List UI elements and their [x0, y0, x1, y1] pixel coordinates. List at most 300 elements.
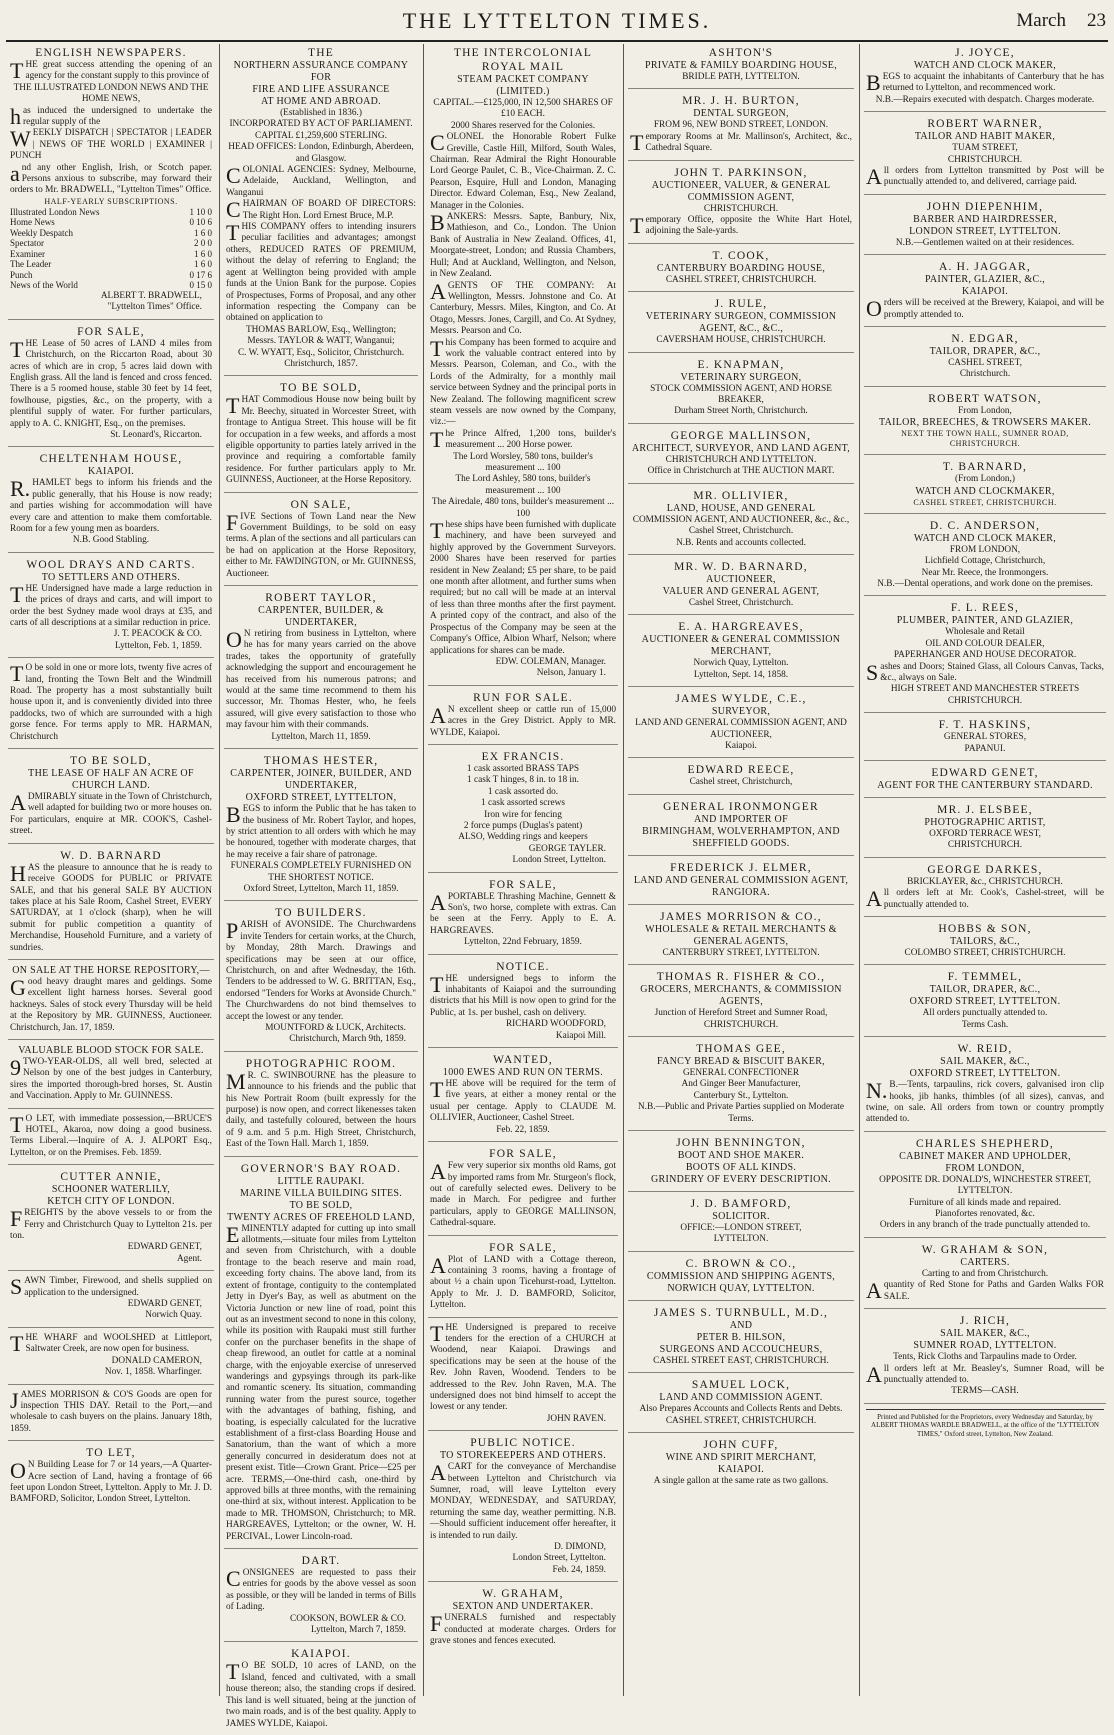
- advertisement: [628, 558, 854, 615]
- ad-signature: London Street, Lyttelton.: [512, 855, 606, 866]
- price-row: [10, 280, 212, 291]
- ad-text: PAPERHANGER AND HOUSE DECORATOR.: [893, 650, 1077, 661]
- advertisement: [864, 44, 1106, 112]
- ad-text: R.HAMLET begs to inform his friends and the public generally, that his House is now ready; and parties wishing for accommodation will have every care and attention to make them comfortable. Room for a few young men as boarders.: [10, 476, 212, 534]
- ad-heading: SURGEONS AND ACCOUCHEURS,: [659, 1343, 823, 1355]
- price-amount: 1 10 0: [189, 206, 212, 217]
- ad-text: All orders from Lyttelton transmitted by Post will be punctually attended to, and delivered, carriage paid.: [866, 164, 1104, 190]
- ad-text: N.B.—Tents, tarpaulins, rick covers, galvanised iron clip hooks, jib hanks, thimbles (of all sizes), canvas, and twine, on sale. All orders from town or country promptly attended to.: [866, 1078, 1104, 1125]
- ad-text: 1 cask assorted screws: [481, 798, 565, 809]
- ad-heading: JOHN DIEPENHIM,: [926, 200, 1044, 213]
- ad-text: GENERAL STORES,: [943, 732, 1027, 743]
- price-row: [10, 249, 212, 260]
- ad-heading: SUMNER ROAD, LYTTELTON.: [913, 1340, 1057, 1352]
- ad-heading: LAND AND GENERAL COMMISSION AGENT,: [633, 874, 849, 886]
- ad-heading: J. RULE,: [714, 298, 768, 311]
- ad-heading: C. BROWN & CO.,: [685, 1257, 797, 1270]
- issue-date: March: [1016, 10, 1066, 31]
- ad-text: Sashes and Doors; Stained Glass, all Colours Canvas, Tacks, &c., always on Sale.: [866, 659, 1104, 685]
- ad-text: BRIDLE PATH, LYTTELTON.: [682, 72, 800, 82]
- advertisement: [224, 379, 418, 492]
- ad-signature: London Street, Lyttelton.: [512, 1553, 606, 1564]
- price-row: [10, 228, 212, 239]
- ad-text: THE Undersigned have made a large reduction in the prices of drays and carts, and will import to order the best Sydney made wool drays at £35, and carts of all descriptions at a similar reduction in price.: [10, 581, 212, 628]
- advertisement: [8, 44, 214, 320]
- ad-heading: BOOT AND SHOE MAKER.: [677, 1150, 805, 1161]
- advertisement: [864, 115, 1106, 195]
- ad-text: ON Building Lease for 7 or 14 years,—A Quarter-Acre section of Land, having a frontage of 66 feet upon London Street, Lyttelton. Apply to Mr. J. D. BAMFORD, Solicitor, London Street, Lyttelton.: [10, 1458, 212, 1505]
- advertisement: [224, 752, 418, 901]
- ad-heading: FOR SALE,: [489, 878, 557, 891]
- advertisement: [864, 716, 1106, 761]
- ad-text: Orders will be received at the Brewery, Kaiapoi, and will be promptly attended to.: [866, 296, 1104, 322]
- ad-heading: CHELTENHAM HOUSE,: [39, 453, 183, 466]
- ad-text: All orders left at Mr. Beasley's, Sumner Road, will be punctually attended to.: [866, 1361, 1104, 1387]
- ad-text: CASHEL STREET, CHRISTCHURCH.: [665, 274, 817, 285]
- ad-text: SAWN Timber, Firewood, and shells supplied on application to the undersigned.: [10, 1274, 212, 1300]
- price-row: [10, 270, 212, 281]
- ad-heading: JOHN CUFF,: [703, 1439, 779, 1452]
- advertisement: [224, 1645, 418, 1734]
- advertisement: [8, 1274, 214, 1328]
- ad-heading: PETER B. HILSON,: [696, 1331, 786, 1343]
- price-item: Illustrated London News: [10, 206, 100, 217]
- ad-heading: MR. J. H. BURTON,: [682, 95, 800, 108]
- ad-text: And Ginger Beer Manufacturer,: [681, 1079, 801, 1090]
- ad-heading: THE INTERCOLONIAL ROYAL MAIL: [453, 47, 593, 73]
- ad-text: THE WHARF and WOOLSHED at Littleport, Saltwater Creek, are now open for business.: [10, 1330, 212, 1356]
- ad-heading: TAILORS, &C.,: [950, 936, 1020, 947]
- ad-text: STOCK COMMISSION AGENT, AND HORSE BREAKER,: [650, 383, 832, 406]
- ad-heading: ASHTON'S: [708, 47, 774, 59]
- masthead: [0, 0, 1114, 38]
- advertisement: [864, 801, 1106, 858]
- ad-heading: PAINTER, GLAZIER, &C.,: [924, 274, 1046, 286]
- ad-text: A single gallon at the same rate as two gallons.: [653, 1476, 829, 1487]
- price-row: [10, 259, 212, 270]
- ad-text: CHRISTCHURCH.: [703, 1019, 779, 1030]
- advertisement: [628, 247, 854, 292]
- ad-heading: AGENT FOR THE CANTERBURY STANDARD.: [877, 779, 1093, 791]
- ad-heading: CABINET MAKER AND UPHOLDER,: [899, 1150, 1071, 1162]
- ad-text: Orders in any branch of the trade punctually attended to.: [879, 1220, 1091, 1231]
- ad-heading: VALUABLE BLOOD STOCK FOR SALE.: [18, 1044, 204, 1056]
- ad-signature: "Lyttelton Times" Office.: [107, 302, 202, 313]
- ad-text: THE above will be required for the term of five years, at either a money rental or the usual per centage. Apply to CLAUDE M. OLLIVIER, Auctioneer, Cashel Street.: [430, 1077, 616, 1124]
- ad-signature: ALBERT T. BRADWELL,: [100, 290, 202, 301]
- ad-heading: SEXTON AND UNDERTAKER.: [452, 1601, 594, 1613]
- ad-signature: Agent.: [176, 1253, 202, 1264]
- ad-text: All orders left at Mr. Cook's, Cashel-street, will be punctually attended to.: [866, 886, 1104, 912]
- advertisement: [8, 1168, 214, 1271]
- ad-text: LYTTELTON.: [957, 1186, 1013, 1197]
- price-amount: 1 6 0: [194, 259, 212, 270]
- ad-text: This Company has been formed to acquire and work the valuable contract entered into by Messrs. Pearson, Coleman, and Co., with the Lords of the Admiralty, for a monthly mail service between Sydney and the principal ports in New Zealand. The following magnificent screw steam vessels are now owned by the Company, viz.:—: [430, 335, 616, 428]
- ad-heading: GROCERS, MERCHANTS, & COMMISSION AGENTS,: [640, 984, 842, 1008]
- ad-text: TO LET, with immediate possession,—BRUCE'S HOTEL, Akaroa, now doing a good business. Terms Liberal.—Inquire of A. J. ALPORT Esq., Lyttelton, or on the Premises. Feb. 1859.: [10, 1111, 212, 1158]
- ad-heading: EX FRANCIS.: [481, 750, 565, 763]
- ad-heading: ARCHITECT, SURVEYOR, AND LAND AGENT,: [631, 442, 851, 454]
- column-divider: [859, 44, 860, 1696]
- ad-signature: GEORGE TAYLER.: [528, 843, 606, 854]
- advertisement: [864, 517, 1106, 597]
- ad-heading: VALUER AND GENERAL AGENT,: [662, 585, 820, 597]
- ad-heading: SAIL MAKER, &C.,: [940, 1056, 1030, 1068]
- advertisement: [628, 295, 854, 352]
- ad-text: Aquantity of Red Stone for Paths and Garden Walks FOR SALE.: [866, 1278, 1104, 1304]
- ad-heading: ON SALE AT THE HORSE REPOSITORY,—: [12, 964, 210, 976]
- ad-text: 1 cask assorted BRASS TAPS: [466, 763, 580, 774]
- ad-text: ADMIRABLY situate in the Town of Christchurch, well adapted for building two or more houses on. For particulars, enquire at MR. COOK'S, Cashel-street.: [10, 790, 212, 837]
- ad-text: Cashel Street, Christchurch.: [688, 597, 794, 608]
- ad-heading: WANTED,: [493, 1054, 553, 1067]
- ad-text: Good heavy draught mares and geldings. Some excellent light harness horses. Several good hackneys. Sales of stock every Thursday will be held at the Repository by MR. GUINNESS, Auctioneer. Christchurch, Jan. 17, 1859.: [10, 974, 212, 1033]
- advertisement: [864, 599, 1106, 713]
- ad-text: N.B. Rents and accounts collected.: [676, 537, 806, 548]
- ad-signature: COOKSON, BOWLER & CO.: [290, 1613, 406, 1624]
- ad-text: COLOMBO STREET, CHRISTCHURCH.: [904, 948, 1066, 958]
- ad-text: From London,: [958, 405, 1012, 416]
- ad-text: CAVERSHAM HOUSE, CHRISTCHURCH.: [656, 335, 826, 346]
- ad-text: LAND AND GENERAL COMMISSION AGENT, AND AUCTIONEER,: [635, 718, 847, 740]
- advertisement: [428, 748, 618, 873]
- ad-heading: AND IMPORTER OF: [694, 813, 788, 825]
- ad-heading: MR. J. ELSBEE,: [937, 803, 1033, 816]
- ad-text: PARISH of AVONSIDE. The Churchwardens invite Tenders for certain works, at the Church, by Monday, 28th March. Drawings and specifications may be seen at our office, Christchurch, on and after Wednesday, the 16th. Tenders to be addressed to W. G. BRITTAN, Esq., endorsed "Tenders for Works at Avonside Church." The Churchwardens do not bind themselves to accept the lowest or any tender.: [226, 918, 416, 1022]
- advertisement: [428, 876, 618, 955]
- price-amount: 1 6 0: [194, 227, 212, 238]
- ad-heading: F. TEMMEL,: [947, 971, 1023, 984]
- ad-heading: TAILOR, DRAPER, &C.,: [929, 346, 1041, 358]
- advertisement: [428, 1051, 618, 1142]
- ad-heading: WHOLESALE & RETAIL MERCHANTS & GENERAL AGENTS,: [645, 923, 837, 947]
- ad-text: Furniture of all kinds made and repaired.: [908, 1197, 1062, 1208]
- ad-heading: WOOL DRAYS AND CARTS.: [26, 558, 196, 571]
- ad-heading: KAIAPOI.: [87, 466, 134, 478]
- ad-heading: KAIAPOI.: [717, 1464, 764, 1476]
- ad-heading: JOHN BENNINGTON,: [676, 1137, 806, 1149]
- ad-heading: T. BARNARD,: [942, 461, 1028, 474]
- price-item: Spectator: [10, 238, 44, 249]
- ad-text: THE Undersigned is prepared to receive tenders for the erection of a CHURCH at Woodend, near Kaiapoi. Drawings and specifications may be seen at the house of the Rev. John Raven, Woodend. Tenders to be addressed to the Rev. John Raven, M.A. The undersigned does not bind himself to accept the lowest or any tender.: [430, 1320, 616, 1413]
- ad-heading: D. C. ANDERSON,: [929, 519, 1041, 532]
- ad-signature: EDWARD GENET,: [127, 1242, 202, 1253]
- ad-text: CANTERBURY STREET, LYTTELTON.: [662, 947, 820, 958]
- ad-text: THE undersigned begs to inform the inhabitants of Kaiapoi and the surrounding districts that his Mill is now open to grind for the Public, at 1s. per bushel, cash on delivery.: [430, 971, 616, 1018]
- ad-signature: Kaiapoi Mill.: [555, 1030, 606, 1041]
- ad-text: APlot of LAND with a Cottage thereon, containing 3 rooms, having a frontage of about ½ a chain upon Ticehurst-road, Lyttelton. Apply to Mr. J. D. BAMFORD, Solicitor, Lyttelton.: [430, 1252, 616, 1311]
- advertisement: [8, 323, 214, 448]
- ad-text: N.B. Good Stabling.: [72, 535, 150, 546]
- advertisement: [628, 761, 854, 794]
- ad-heading: KETCH CITY OF LONDON.: [47, 1196, 175, 1208]
- ad-heading: CANTERBURY BOARDING HOUSE,: [656, 262, 826, 274]
- ad-text: TUAM STREET,: [952, 143, 1018, 154]
- advertisement: [628, 618, 854, 687]
- ad-text: CHRISTCHURCH.: [947, 840, 1023, 851]
- ad-signature: St. Leonard's, Riccarton.: [110, 429, 202, 440]
- ad-text: WEEKLY DISPATCH | SPECTATOR | LEADER | NEWS OF THE WORLD | EXAMINER | PUNCH: [10, 126, 212, 162]
- advertisement: [628, 968, 854, 1037]
- ad-heading: SURVEYOR,: [711, 706, 771, 718]
- ad-text: (From London,): [955, 474, 1015, 485]
- newspaper-title: THE LYTTELTON TIMES.: [402, 8, 712, 33]
- price-amount: 1 6 0: [194, 248, 212, 259]
- price-row: [10, 238, 212, 249]
- ad-heading: CUTTER ANNIE,: [60, 1171, 162, 1184]
- ad-heading: W. REID,: [957, 1043, 1013, 1056]
- column-2: [224, 44, 418, 1729]
- ad-heading: 1000 EWES AND RUN ON TERMS.: [442, 1067, 604, 1079]
- advertisement: [864, 764, 1106, 798]
- advertisement: [864, 968, 1106, 1037]
- ad-heading: W. GRAHAM & SON,: [921, 1243, 1049, 1256]
- ad-heading: AT HOME AND ABROAD.: [261, 96, 381, 107]
- ad-text: JAMES MORRISON & CO'S Goods are open for inspection THIS DAY. Retail to the Port,—and wholesale to cash buyers on the plains. January 18th, 1859.: [10, 1387, 212, 1434]
- ad-heading: LAND AND COMMISSION AGENT.: [659, 1392, 823, 1404]
- ad-text: Pianofortes renovated, &c.: [935, 1209, 1035, 1220]
- ad-heading: WINE AND SPIRIT MERCHANT,: [665, 1452, 817, 1464]
- ad-heading: GEORGE MALLINSON,: [670, 429, 812, 442]
- ad-text: LYTTELTON.: [713, 1234, 769, 1245]
- ad-text: Canterbury St., Lyttelton.: [693, 1090, 789, 1101]
- advertisement: [224, 1055, 418, 1157]
- ad-text: 9TWO-YEAR-OLDS, all well bred, selected at Nelson by one of the best judges in Canterbury, sires the imported thorough-bred horses, St. Austin and Vaccination. Apply to Mr. GUINNESS.: [10, 1054, 212, 1102]
- ad-heading: AND: [729, 1319, 753, 1331]
- ad-heading: F. L. REES,: [950, 602, 1020, 615]
- ad-signature: Nelson, January 1.: [536, 668, 606, 679]
- advertisement: [8, 1331, 214, 1385]
- ad-signature: EDW. COLEMAN, Manager.: [495, 656, 606, 667]
- advertisement: [628, 1436, 854, 1492]
- column-1: [8, 44, 214, 1696]
- ad-heading: DART.: [301, 1555, 341, 1568]
- ad-text: 1 cask assorted do.: [487, 786, 559, 797]
- ad-heading: ROBERT WARNER,: [927, 118, 1043, 131]
- ad-signature: J. T. PEACOCK & CO.: [113, 629, 202, 640]
- column-4: [628, 44, 854, 1696]
- ad-text: ON retiring from business in Lyttelton, where he has for many years carried on the above trades, takes the opportunity of gratefully acknowledging the support and encouragement he has received from his numerous patrons; and would at the same time recommend to them his successor, Mr. Thomas Hester, who, he feels assured, will give every satisfaction to those who may favour him with their commands.: [226, 627, 416, 731]
- ad-heading: FREDERICK J. ELMER,: [670, 861, 812, 874]
- advertisement: [628, 356, 854, 424]
- ad-heading: J. RICH,: [959, 1315, 1011, 1328]
- printer-imprint: Printed and Published for the Proprietors, every Wednesday and Saturday, by ALBERT THOMAS WARDLE BRADWELL, at the office of the "LYTTELTON TIMES," Oxford street, Lyttelton, New Zealand.: [866, 1409, 1104, 1439]
- ad-text: Junction of Hereford Street and Sumner Road,: [654, 1008, 828, 1019]
- ad-heading: SOLICITOR.: [712, 1211, 770, 1222]
- ad-heading: F. T. HASKINS,: [938, 719, 1032, 732]
- ad-text: AGENTS OF THE COMPANY: At Wellington, Messrs. Johnstone and Co. At Canterbury, Messrs. Miles, Kington, and Co. At Otago, Messrs. Jones, Cargill, and Co. At Sydney, Messrs. Pearson and Co.: [430, 278, 616, 337]
- advertisement: [864, 1135, 1106, 1238]
- ad-text: The Lord Ashley, 580 tons, builder's measurement ... 100: [455, 474, 591, 496]
- column-divider: [219, 44, 220, 1696]
- masthead-rule: [6, 40, 1108, 42]
- ad-heading: ROBERT TAYLOR,: [265, 592, 377, 605]
- ad-heading: ROBERT WATSON,: [928, 392, 1042, 405]
- advertisement: [628, 908, 854, 965]
- advertisement: [628, 487, 854, 555]
- ad-text: Cashel street, Christchurch,: [689, 777, 793, 788]
- ad-signature: Christchurch, March 9th, 1859.: [289, 1034, 406, 1045]
- ad-text: C. W. WYATT, Esq., Solicitor, Christchurch.: [237, 347, 405, 358]
- ad-text: has induced the undersigned to undertake the regular supply of the: [10, 103, 212, 129]
- ad-heading: COMMISSION AND SHIPPING AGENTS,: [646, 1270, 836, 1282]
- ad-heading: RANGIORA.: [712, 886, 770, 898]
- ad-text: Tents, Rick Cloths and Tarpaulins made to Order.: [893, 1352, 1077, 1363]
- ad-heading: TO STOREKEEPERS AND OTHERS.: [439, 1450, 607, 1462]
- ad-text: THIS COMPANY offers to intending insurers peculiar facilities and advantages; amongst others, REDUCED RATES OF PREMIUM, without the delay of referring to England; the agent at Wellington being provided with ample funds at the Union Bank for the purpose. Copies of Prospectuses, Forms of Proposal, and any other information respecting the Company can be obtained on application to: [226, 220, 416, 324]
- ad-text: Feb. 22, 1859.: [496, 1124, 550, 1135]
- ad-text: Oxford Street, Lyttelton, March 11, 1859.: [243, 883, 399, 894]
- ad-heading: VETERINARY SURGEON, COMMISSION AGENT, &C., &C.,: [645, 311, 837, 335]
- ad-heading: FOR SALE,: [489, 1241, 557, 1254]
- ad-text: ALSO, Wedding rings and keepers: [458, 832, 588, 843]
- ad-heading: MR. W. D. BARNARD,: [674, 560, 808, 573]
- ad-heading: TAILOR, BREECHES, & TROWSERS MAKER.: [878, 417, 1092, 429]
- ad-heading: THE: [308, 47, 334, 59]
- ad-text: FIVE Sections of Town Land near the New Government Buildings, to be sold on easy terms. A plan of the sections and all particulars can be had on application at the Horse Repository, either to Mr. FAWDINGTON, or Mr. GUINNESS, Auctioneer.: [226, 509, 416, 579]
- ad-heading: EDWARD REECE,: [687, 764, 795, 777]
- ad-heading: FROM LONDON,: [945, 1162, 1025, 1174]
- ad-heading: MR. OLLIVIER,: [693, 489, 789, 502]
- ad-text: Lyttelton, March 11, 1859.: [271, 731, 371, 742]
- ad-heading: TO LET,: [86, 1447, 136, 1460]
- ad-text: Lyttelton, Sept. 14, 1858.: [693, 669, 789, 680]
- ad-text: Carting to and from Christchurch.: [921, 1268, 1049, 1279]
- advertisement: [628, 427, 854, 484]
- ad-text: Lyttelton, 22nd February, 1859.: [464, 937, 582, 948]
- ad-text: AFew very superior six months old Rams, got by imported rams from Mr. Sturgeon's flock, out of carefully selected ewes. Delivery to be made in March. For pedigree and further particulars, apply to GEORGE MALLINSON, Cathedral-square.: [430, 1159, 616, 1229]
- price-amount: 0 10 6: [189, 217, 212, 228]
- ad-heading: WATCH AND CLOCK MAKER,: [913, 60, 1057, 71]
- advertisement: [428, 958, 618, 1048]
- ad-text: Wholesale and Retail: [945, 627, 1025, 638]
- price-row: [10, 207, 212, 218]
- ad-text: CASHEL STREET EAST, CHRISTCHURCH.: [653, 1355, 829, 1366]
- ad-signature: Lyttelton, Feb. 1, 1859.: [114, 640, 202, 651]
- ad-heading: LONDON STREET, LYTTELTON.: [909, 225, 1061, 237]
- advertisement: [864, 1040, 1106, 1132]
- ad-text: CAPITAL £1,259,600 STERLING.: [255, 130, 387, 141]
- ad-heading: MARINE VILLA BUILDING SITES.: [239, 1187, 403, 1199]
- advertisement: [864, 390, 1106, 455]
- ad-text: ACART for the conveyance of Merchandise between Lyttelton and Christchurch via Sumner, road, will leave Lyttelton every MONDAY, WEDNESDAY, and SATURDAY, returning the same day, weather permitting. N.B.—Should sufficient inducement offer hereafter, it is intended to run daily.: [430, 1460, 616, 1541]
- ad-heading: LAND, HOUSE, AND GENERAL: [666, 502, 816, 514]
- ad-text: Also Prepares Accounts and Collects Rents and Debts.: [639, 1404, 843, 1415]
- ad-text: COLONIAL AGENCIES: Sydney, Melbourne, Adelaide, Auckland, Wellington, and Wanganui: [226, 163, 416, 198]
- price-table: [10, 207, 212, 291]
- ad-heading: E. A. HARGREAVES,: [678, 621, 804, 634]
- advertisement: [8, 752, 214, 844]
- ad-text: HEAD OFFICES: London, Edinburgh, Aberdeen, and Glasgow.: [228, 142, 414, 164]
- advertisement: [8, 963, 214, 1040]
- ad-text: CHRISTCHURCH.: [703, 203, 779, 214]
- ad-text: FROM LONDON,: [949, 544, 1021, 555]
- advertisement: [428, 44, 618, 686]
- ad-heading: OXFORD STREET, LYTTELTON.: [909, 996, 1061, 1008]
- price-amount: 0 17 6: [189, 269, 212, 280]
- ad-text: The Airedale, 480 tons, builder's measurement ... 100: [431, 497, 615, 519]
- advertisement: [8, 1112, 214, 1166]
- ad-heading: VETERINARY SURGEON,: [680, 371, 802, 383]
- ad-heading: FANCY BREAD & BISCUIT BAKER,: [657, 1055, 825, 1067]
- ad-heading: FOR SALE,: [77, 325, 145, 338]
- ad-text: OXFORD TERRACE WEST,: [929, 828, 1041, 839]
- ad-heading: JAMES S. TURNBULL, M.D.,: [653, 1306, 829, 1319]
- ad-text: MR. C. SWINBOURNE has the pleasure to announce to his friends and the public that his New Portrait Room (built expressly for the purpose) is now open, and correct likenesses taken daily, and tastefully coloured, between the hours of 9 a.m. and 5 p.m. High Street, Christchurch, East of the Town Hall. March 1, 1859.: [226, 1068, 416, 1150]
- ad-heading: GOVERNOR'S BAY ROAD.: [240, 1162, 402, 1175]
- ad-heading: KAIAPOI.: [291, 1648, 351, 1661]
- ad-heading: THE LEASE OF HALF AN ACRE OF CHURCH LAND.: [28, 768, 194, 792]
- advertisement: [8, 1388, 214, 1442]
- ad-text: OIL AND COLOUR DEALER,: [925, 638, 1045, 649]
- ad-text: Cashel Street, Christchurch.: [688, 526, 794, 537]
- ad-text: CASHEL STREET,: [948, 358, 1022, 369]
- ad-text: EMINENTLY adapted for cutting up into small allotments,—situate four miles from Lyttelton and seven from Christchurch, with a double frontage to the beach reserve and main road, exceeding forty chains. The above land, from its extent of frontage, contiguity to the contemplated Jetty in Dyer's Bay, as well as abutment on the Victoria Junction or new line of road, point this out as an investment second to none in this colony, while its position with Raupaki must still further confer on the purchaser benefits in the shape of cheap firewood, an outlet for cattle at a nominal charge, with the enjoyable exercise of unreserved wanderings and gypsyings through its park-like and romantic scenery. Its situation, commanding running water from the purest source, together with the advantages of bathing, fishing, and boating, is especially calculated for the lucrative establishment of a first-class Boarding House and Sanatorium, than the want of which a more generally concurred in desideratum does not at present exist. Title—Crown Grant. Price—£25 per acre. TERMS,—One-third cash, one-third by approved bills at three months, with the remaining one-third at six, without interest. Application to be made to MR. THOMSON, Christchurch; to MR. HARGREAVES, Lyttelton; or the owner, W. H. PERCIVAL, Lower Lincoln-road.: [226, 1221, 416, 1542]
- ad-heading: JAMES WYLDE, C.E.,: [675, 693, 807, 706]
- ad-heading: TWENTY ACRES OF FREEHOLD LAND,: [227, 1211, 415, 1223]
- ad-text: INCORPORATED BY ACT OF PARLIAMENT.: [229, 119, 413, 130]
- ad-text: CONSIGNEES are requested to pass their entries for goods by the above vessel as soon as possible, or they will be landed in terms of Bills of Lading.: [226, 1566, 416, 1613]
- advertisement: [8, 450, 214, 552]
- advertisement: [428, 1145, 618, 1235]
- advertisement: [8, 661, 214, 749]
- price-item: Examiner: [10, 248, 45, 259]
- ad-text: N.B.—Repairs executed with despatch. Charges moderate.: [875, 94, 1095, 105]
- ad-heading: AUCTIONEER, VALUER, & GENERAL COMMISSION AGENT,: [651, 179, 831, 203]
- ad-text: All orders punctually attended to.: [922, 1008, 1048, 1019]
- advertisement: [224, 1160, 418, 1549]
- ad-text: Temporary Office, opposite the White Hart Hotel, adjoining the Sale-yards.: [630, 213, 852, 239]
- ad-text: TO be sold in one or more lots, twenty five acres of land, fronting the Town Belt and the Windmill Road. The property has a most substantially built house upon it, and is conveniently divided into three paddocks, two of which are surrounded with a high gorse fence. For terms apply to MR. HARMAN, Christchurch: [10, 661, 212, 742]
- advertisement: [8, 556, 214, 658]
- ad-heading: NORTHERN ASSURANCE COMPANY: [233, 60, 409, 71]
- ad-heading: CARPENTER, BUILDER, & UNDERTAKER,: [258, 605, 384, 629]
- ad-heading: SAIL MAKER, &C.,: [940, 1328, 1030, 1340]
- ad-text: FREIGHTS by the above vessels to or from the Ferry and Christchurch Quay to Lyttelton 21s. per ton.: [10, 1206, 212, 1242]
- ad-heading: TO BUILDERS.: [275, 907, 367, 920]
- ad-text: Office in Christchurch at THE AUCTION MART.: [647, 466, 835, 477]
- advertisement: [8, 1043, 214, 1109]
- ad-heading: OXFORD STREET, LYTTELTON.: [909, 1068, 1061, 1080]
- ad-heading: J. JOYCE,: [955, 47, 1015, 59]
- ad-heading: ENGLISH NEWSPAPERS.: [35, 47, 187, 59]
- advertisement: [628, 1376, 854, 1433]
- ad-heading: HOBBS & SON,: [938, 923, 1032, 935]
- price-item: The Leader: [10, 259, 52, 270]
- ad-heading: FOR SALE,: [489, 1148, 557, 1161]
- advertisement: [628, 1195, 854, 1252]
- advertisement: [628, 1040, 854, 1131]
- ad-subheading: HALF-YEARLY SUBSCRIPTIONS.: [44, 196, 178, 206]
- ad-signature: EDWARD GENET,: [127, 1299, 202, 1310]
- ad-text: These ships have been furnished with duplicate machinery, and have been surveyed and highly approved by the Government Surveyors. 2000 Shares have been reserved for parties resident in New Zealand; £5 per share, to be paid one month after allotment, and further sums when required; but no call will be made at an interval of less than three months after the first payment. A printed copy of the contract, and also of the Prospectus of the Company may be seen at the Company's Office, Albion Wharf, Nelson; where applications for shares can be made.: [430, 518, 616, 656]
- ad-text: HIGH STREET AND MANCHESTER STREETS CHRISTCHURCH.: [890, 684, 1080, 706]
- ad-text: N.B.—Dental operations, and work done on the premises.: [877, 578, 1093, 589]
- ad-text: FROM 96, NEW BOND STREET, LONDON.: [653, 120, 829, 131]
- ad-text: THE ILLUSTRATED LONDON NEWS AND THE HOME NEWS,: [13, 82, 209, 105]
- ad-heading: WATCH AND CLOCK MAKER,: [913, 532, 1057, 544]
- ad-text: THAT Commodious House now being built by Mr. Beechy, situated in Worcester Street, with frontage to Antigua Street. This house will be fit for occupation in a few weeks, and affords a most eligible opportunity to parties lately arrived in the province and requiring a comfortable family residence. For further particulars apply to Mr. GUINNESS, Auctioneer, at the Horse Repository.: [226, 393, 416, 486]
- ad-text: THE great success attending the opening of an agency for the constant supply to this province of: [10, 58, 212, 83]
- ad-text: BEGS to acquaint the inhabitants of Canterbury that he has returned to Lyttelton, and recommenced work.: [866, 70, 1104, 95]
- advertisement: [224, 44, 418, 376]
- ad-text: Near Mr. Reece, the Ironmongers.: [921, 567, 1049, 578]
- ad-heading: PHOTOGRAPHIC ARTIST,: [924, 816, 1046, 828]
- advertisement: [628, 859, 854, 905]
- ad-heading: N. EDGAR,: [951, 333, 1019, 346]
- ad-text: CAPITAL.—£125,000, IN 12,500 SHARES OF £10 EACH.: [433, 98, 613, 120]
- ad-signature: Lyttelton, March 7, 1859.: [310, 1625, 406, 1636]
